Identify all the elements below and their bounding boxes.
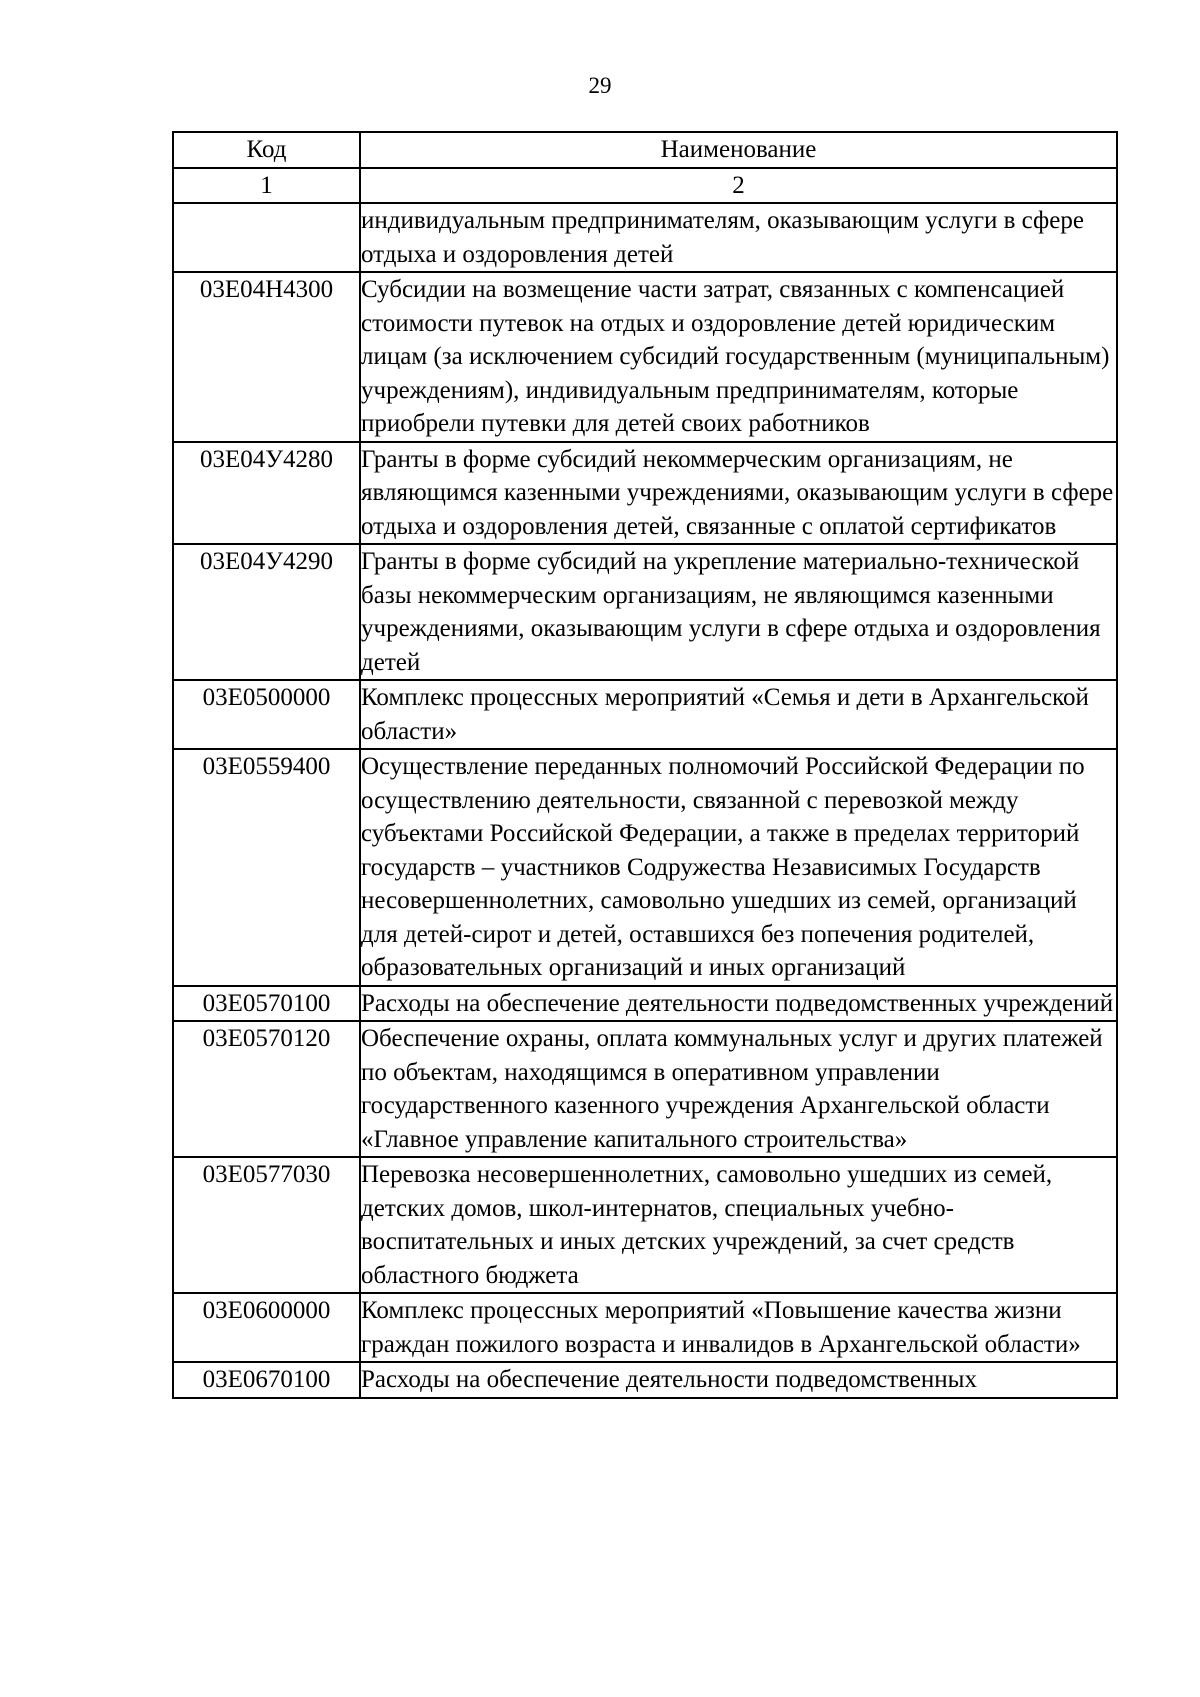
row-name: Комплекс процессных мероприятий «Семья и дети в Архангельской области» <box>360 680 1117 749</box>
row-name: Субсидии на возмещение части затрат, связанных с компенсацией стоимости путевок на отдых и оздоровление детей юридическим лицам (за исключением субсидий государственным (муниципальным) учреждениям), индивидуальным предпринимателям, которые приобрели путевки для детей своих работников <box>360 272 1117 442</box>
table-row <box>173 986 1117 1022</box>
row-name: Расходы на обеспечение деятельности подведомственных <box>360 1362 1117 1398</box>
row-name: Обеспечение охраны, оплата коммунальных услуг и других платежей по объектам, находящимся в оперативном управлении государственного казенного учреждения Архангельской области «Главное управление капитального строительства» <box>360 1021 1117 1157</box>
table-row <box>173 1157 1117 1293</box>
column-number-name: 2 <box>360 168 1117 204</box>
column-number-row <box>173 168 1117 204</box>
row-code <box>173 203 360 272</box>
header-code: Код <box>173 132 360 168</box>
table-row <box>173 1021 1117 1157</box>
row-code: 03Е0500000 <box>173 680 360 749</box>
row-code: 03Е0577030 <box>173 1157 360 1293</box>
row-name: индивидуальным предпринимателям, оказывающим услуги в сфере отдыха и оздоровления детей <box>360 203 1117 272</box>
table-row <box>173 442 1117 545</box>
page-number: 29 <box>588 73 612 98</box>
header-name: Наименование <box>360 132 1117 168</box>
table-row <box>173 544 1117 680</box>
row-code: 03Е0559400 <box>173 749 360 986</box>
row-code: 03Е04У4280 <box>173 442 360 545</box>
classification-table <box>172 131 1118 1399</box>
table-row <box>173 749 1117 986</box>
row-name: Расходы на обеспечение деятельности подведомственных учреждений <box>360 986 1117 1022</box>
column-number-code: 1 <box>173 168 360 204</box>
row-code: 03Е0570100 <box>173 986 360 1022</box>
table-row <box>173 203 1117 272</box>
table-row <box>173 680 1117 749</box>
row-name: Перевозка несовершеннолетних, самовольно ушедших из семей, детских домов, школ-интернатов, специальных учебно-воспитательных и иных детских учреждений, за счет средств областного бюджета <box>360 1157 1117 1293</box>
row-code: 03Е0570120 <box>173 1021 360 1157</box>
header-row <box>173 132 1117 168</box>
row-name: Осуществление переданных полномочий Российской Федерации по осуществлению деятельности, связанной с перевозкой между субъектами Российской Федерации, а также в пределах территорий государств – участников Содружества Независимых Государств несовершеннолетних, самовольно ушедших из семей, организаций для детей-сирот и детей, оставшихся без попечения родителей, образовательных организаций и иных организаций <box>360 749 1117 986</box>
row-code: 03Е04Н4300 <box>173 272 360 442</box>
row-name: Комплекс процессных мероприятий «Повышение качества жизни граждан пожилого возраста и инвалидов в Архангельской области» <box>360 1293 1117 1362</box>
row-code: 03Е04У4290 <box>173 544 360 680</box>
table-row <box>173 272 1117 442</box>
row-code: 03Е0600000 <box>173 1293 360 1362</box>
row-code: 03Е0670100 <box>173 1362 360 1398</box>
row-name: Гранты в форме субсидий некоммерческим организациям, не являющимся казенными учреждениями, оказывающим услуги в сфере отдыха и оздоровления детей, связанные с оплатой сертификатов <box>360 442 1117 545</box>
table-row <box>173 1293 1117 1362</box>
row-name: Гранты в форме субсидий на укрепление материально-технической базы некоммерческим организациям, не являющимся казенными учреждениями, оказывающим услуги в сфере отдыха и оздоровления детей <box>360 544 1117 680</box>
table-row <box>173 1362 1117 1398</box>
